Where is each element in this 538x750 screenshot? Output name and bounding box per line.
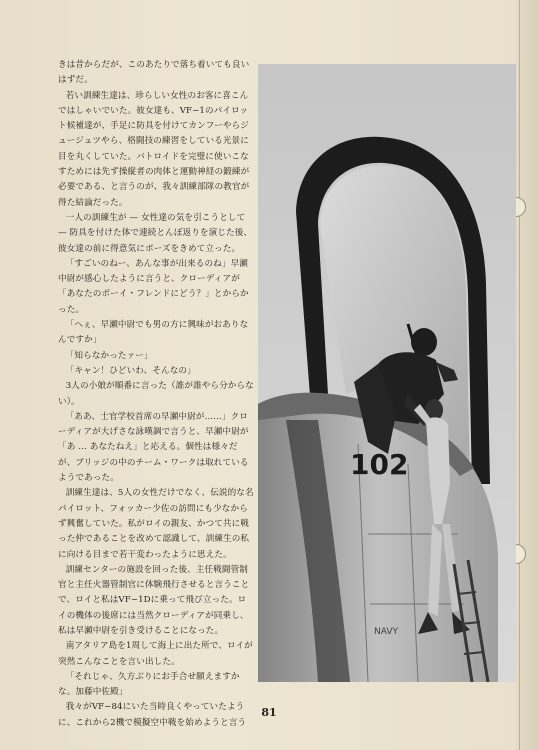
paragraph: 訓練センターの施設を回った後、主任戦闘管制官と主任火器管制官に体験飛行させると言うことで、ロイと私はVF−1Dに乗って飛び立った。ロイの機体の後席には当然クローディアが同乗し、私は早瀬中尉を引き受けることになった。 [58,564,250,636]
paragraph: 3人の小娘が順番に言った（誰が誰やら分からない）。 [58,381,254,407]
photo-illustration [258,64,516,682]
paragraph: 「へぇ、早瀬中尉でも男の方に興味がおありなんですか」 [58,320,249,346]
paragraph: 「それじゃ、久方ぶりにお手合せ願えますかな。加藤中佐殿」 [58,671,240,698]
paragraph: 南アタリア島を1周して海上に出た所で、ロイが突然こんなことを言い出した。 [58,641,253,667]
paragraph: きは昔からだが、このあたりで落ち着いても良いはずだ。 [58,60,250,86]
paragraph: 「すごいのねー、あんな事が出来るのね」早瀬中尉が感心したように言うと、クローディアが「あなたのボーイ・フレンドにどう？」とからかった。 [58,258,249,315]
page-number: 81 [261,706,277,719]
fuselage-marking: NAVY [374,627,398,637]
paragraph: 若い訓練生達は、珍らしい女性のお客に喜こんではしゃいでいた。彼女達も、VF−1のパイロット候補達が、手足に防具を付けてカンフーやらジュージュツやら、格闘技の練習をしている光景に目を丸くしていた。バトロイドを完璧に使いこなすためには先ず操縦者の肉体と運動神経の鍛練が必要である、と言うのが、我々訓練部隊の教官が得た結論だった。 [58,90,250,208]
page-edge-line [519,0,520,750]
body-text-column [58,58,254,731]
paragraph: 一人の訓練生が — 女性達の気を引こうとして — 防具を付けた体で連続とんぼ返りを演じた後、彼女達の前に得意気にポーズをきめて立った。 [58,212,253,254]
nose-number: 102 [350,448,409,481]
paragraph: 「知らなかったァー」 [65,350,153,361]
cockpit-photo [258,64,516,682]
paragraph: 「ああ、士官学校首席の早瀬中尉が……」クローディアが大げさな詠嘆調で言うと、早瀬中尉が「あ … あなたねえ」と応える。個性は様々だが、ブリッジの中のチーム・ワークは取れているようであった。 [58,411,249,484]
page-edge [516,0,538,750]
paragraph: 我々がVF−84にいた当時良くやっていたように、これから2機で模擬空中戦を始めようと言う [58,702,247,728]
paragraph: 「キャン！ひどいわ、そんなの」 [65,365,196,376]
paragraph: 訓練生達は、5人の女性だけでなく、伝説的な名パイロット、フォッカー少佐の訪問にも少なからず興奮していた。私がロイの親友、かつて共に戦った仲であることを改めて認識して、訓練生の私に向ける目まで若干変わったように思えた。 [58,488,254,560]
